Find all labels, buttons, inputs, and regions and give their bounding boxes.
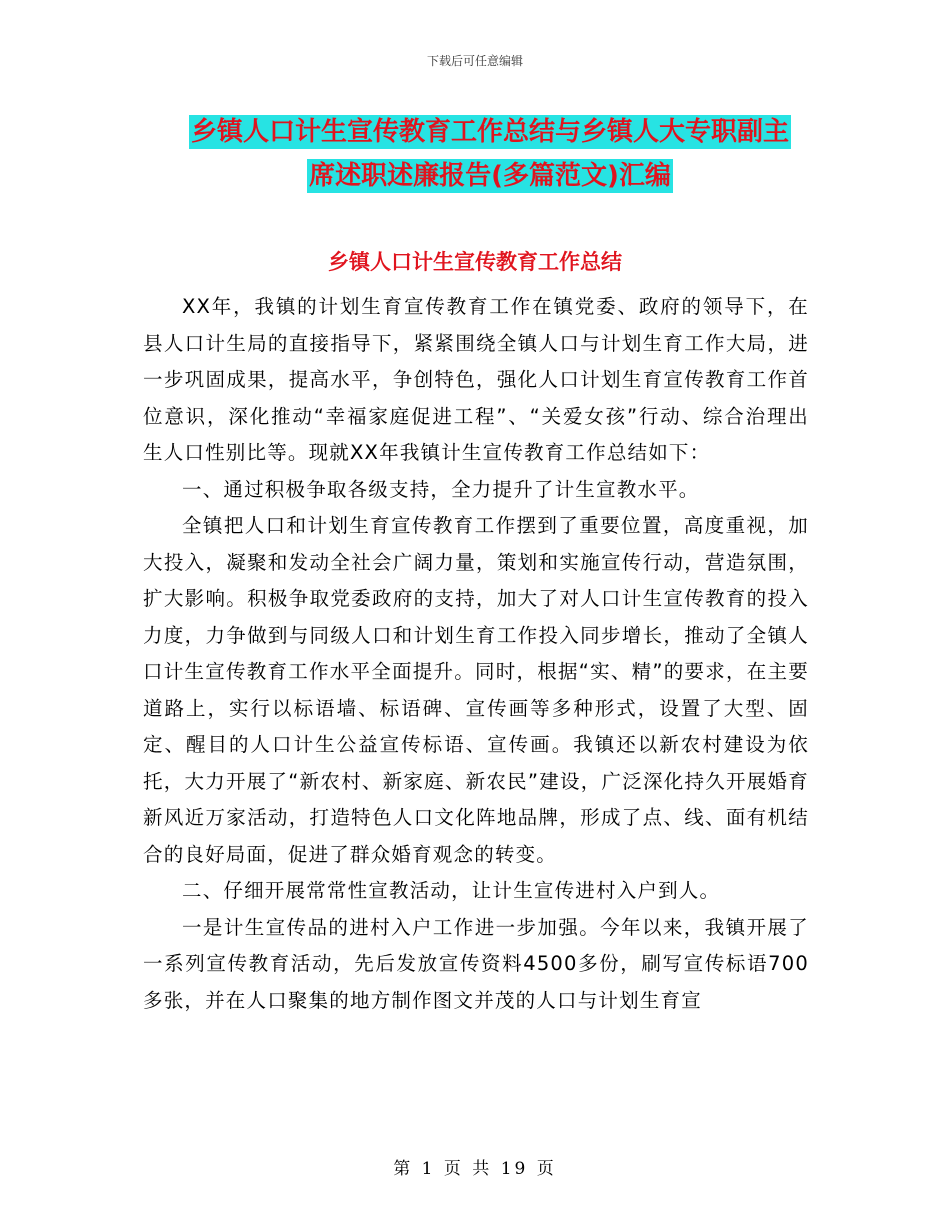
- section-title: 乡镇人口计生宣传教育工作总结: [328, 250, 622, 274]
- paragraph-heading-2: 二、仔细开展常常性宣教活动，让计生宣传进村入户到人。: [182, 879, 721, 902]
- document-title-line-1: 乡镇人口计生宣传教育工作总结与乡镇人大专职副主: [190, 117, 789, 147]
- paragraph-body-2: 一是计生宣传品的进村入户工作进一步加强。今年以来，我镇开展了一系列宣传教育活动，先后发放宣传资料4500多份，刷写宣传标语700多张，并在人口聚集的地方制作图文并茂的人口与计划生育宣: [143, 915, 809, 1012]
- document-title-line-2: 席述职述廉报告(多篇范文)汇编: [309, 161, 671, 191]
- paragraph-body-1: 全镇把人口和计划生育宣传教育工作摆到了重要位置，高度重视，加大投入，凝聚和发动全社会广阔力量，策划和实施宣传行动，营造氛围，扩大影响。积极争取党委政府的支持，加大了对人口计生宣传教育的投入力度，力争做到与同级人口和计划生育工作投入同步增长，推动了全镇人口计生宣传教育工作水平全面提升。同时，根据“实、精”的要求，在主要道路上，实行以标语墙、标语碑、宣传画等多种形式，设置了大型、固定、醒目的人口计生公益宣传标语、宣传画。我镇还以新农村建设为依托，大力开展了“新农村、新家庭、新农民”建设，广泛深化持久开展婚育新风近万家活动，打造特色人口文化阵地品牌，形成了点、线、面有机结合的良好局面，促进了群众婚育观念的转变。: [143, 514, 809, 866]
- paragraph-intro: XX年，我镇的计划生育宣传教育工作在镇党委、政府的领导下，在县人口计生局的直接指导下，紧紧围绕全镇人口与计划生育工作大局，进一步巩固成果，提高水平，争创特色，强化人口计划生育宣传教育工作首位意识，深化推动“幸福家庭促进工程”、“关爱女孩”行动、综合治理出生人口性别比等。现就XX年我镇计生宣传教育工作总结如下：: [143, 295, 809, 464]
- document-body: [143, 289, 809, 1019]
- document-title: [140, 110, 840, 198]
- paragraph-heading-1: 一、通过积极争取各级支持，全力提升了计生宣教水平。: [182, 477, 700, 501]
- page-header-note: 下载后可任意编辑: [426, 54, 523, 68]
- page-number: 第 1 页 共 19 页: [393, 1159, 557, 1179]
